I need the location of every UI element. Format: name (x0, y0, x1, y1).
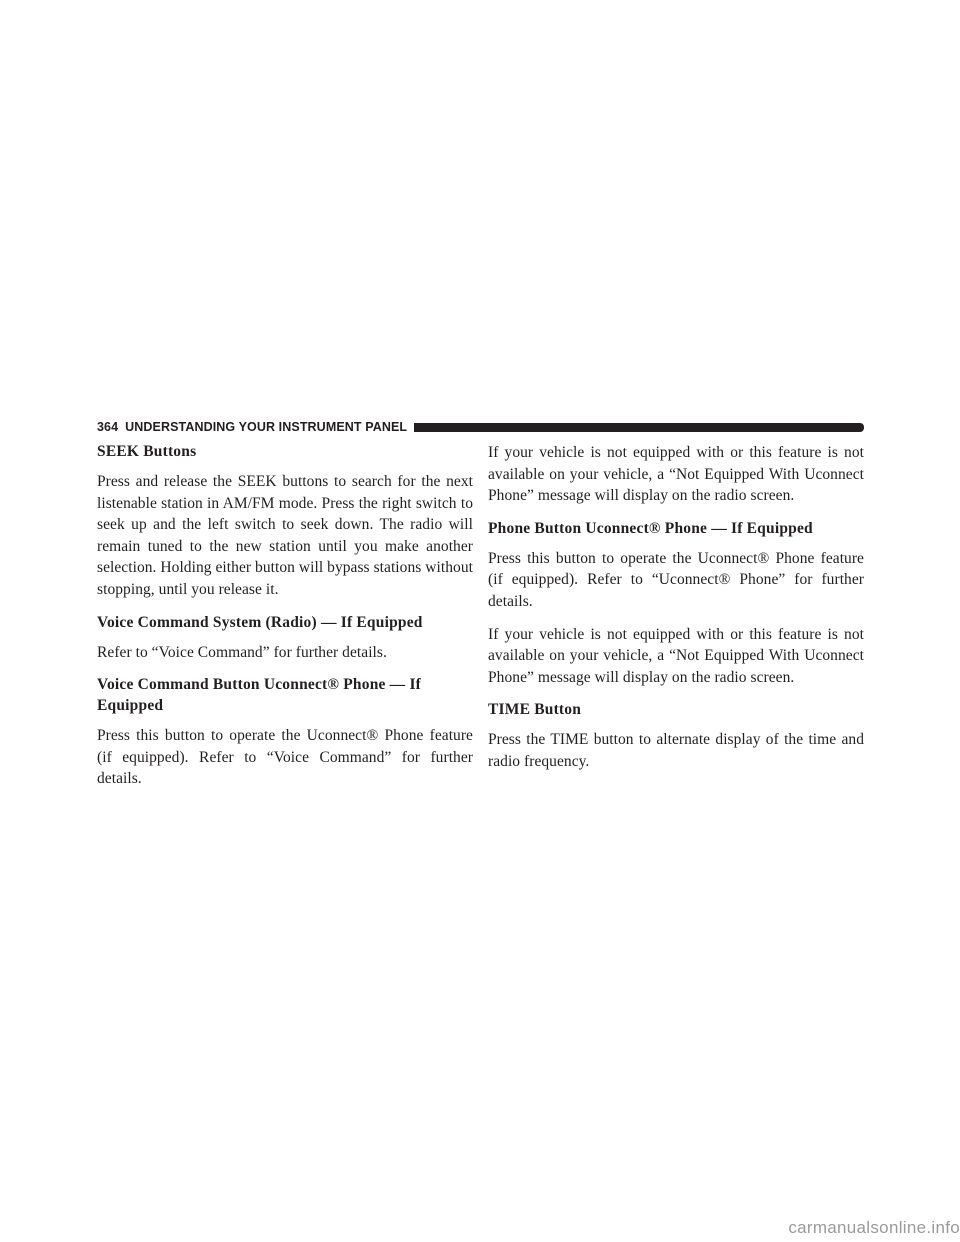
heading-voice-command-button: Voice Command Button Uconnect® Phone — If Equipped (97, 676, 422, 715)
paragraph-not-equipped-1: If your vehicle is not equipped with or this feature is not available on your vehicle, a “Not Equipped With Uconnect Phone” message will display on the radio screen. (488, 444, 864, 505)
heading-voice-command-system: Voice Command System (Radio) — If Equipped (97, 613, 423, 631)
paragraph-time-button: Press the TIME button to alternate display of the time and radio frequency. (488, 731, 864, 770)
right-column (488, 442, 864, 784)
header-rule (414, 423, 864, 432)
paragraph-voice-command-button: Press this button to operate the Uconnect® Phone feature (if equipped). Refer to “Voice Command” for further details. (97, 727, 473, 788)
heading-phone-button: Phone Button Uconnect® Phone — If Equipped (488, 519, 813, 537)
page-number: 364 (97, 420, 119, 434)
heading-time-button: TIME Button (488, 701, 582, 719)
paragraph-voice-command-system: Refer to “Voice Command” for further details. (97, 643, 387, 661)
section-title: UNDERSTANDING YOUR INSTRUMENT PANEL (125, 420, 408, 434)
page-header (97, 419, 864, 435)
paragraph-phone-button: Press this button to operate the Uconnect® Phone feature (if equipped). Refer to “Uconnect® Phone” for further details. (488, 549, 864, 610)
heading-seek-buttons: SEEK Buttons (97, 443, 197, 460)
left-column (97, 441, 473, 801)
watermark-link[interactable]: carmanualsonline.info (788, 1218, 960, 1237)
paragraph-seek-buttons: Press and release the SEEK buttons to search for the next listenable station in AM/FM mode. Press the right switch to seek up and the left switch to seek down. The radio will remain tuned to the new station until you make another selection. Holding either button will bypass stations without stopping, until you release it. (97, 473, 473, 598)
paragraph-not-equipped-2: If your vehicle is not equipped with or this feature is not available on your vehicle, a “Not Equipped With Uconnect Phone” message will display on the radio screen. (488, 625, 864, 686)
